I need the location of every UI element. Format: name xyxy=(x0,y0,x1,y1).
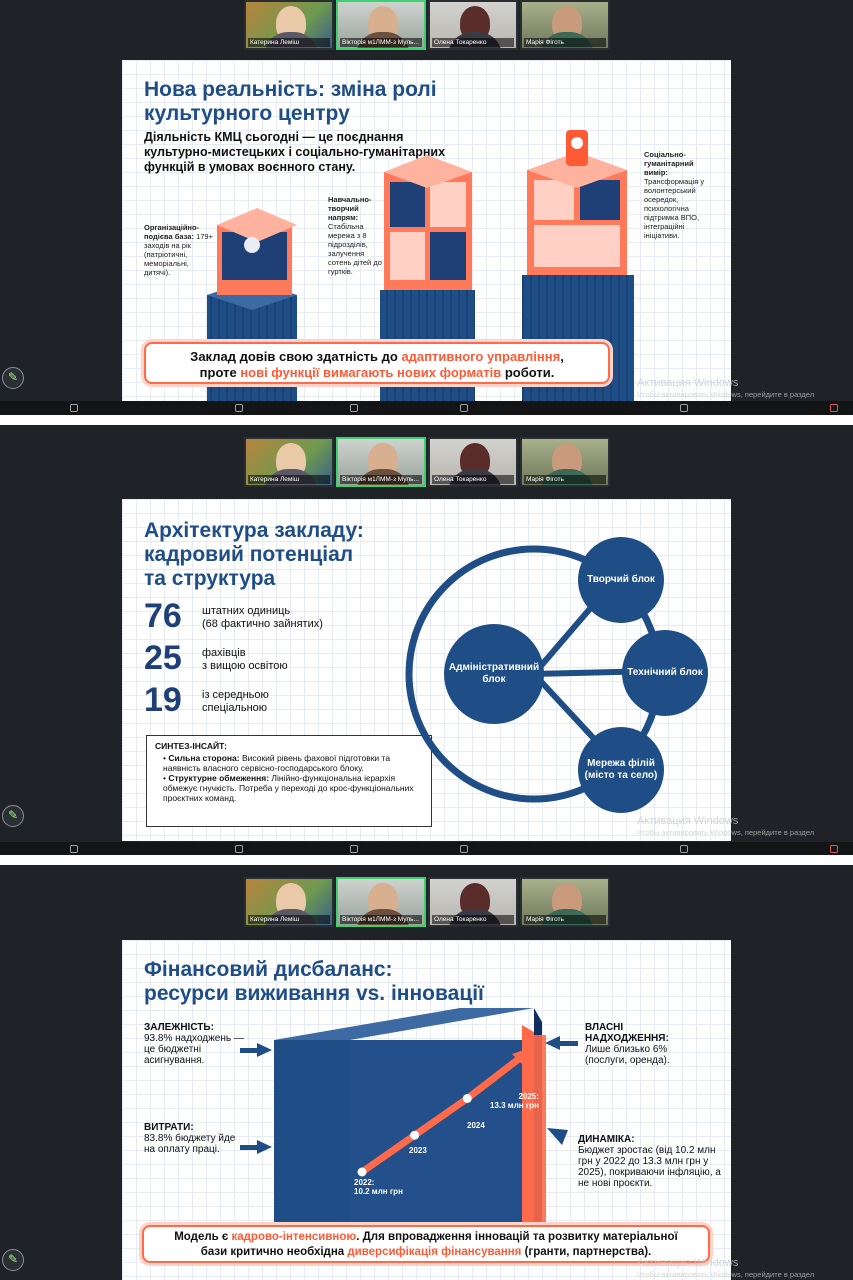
node-creative-block: Творчий блок xyxy=(578,537,664,623)
windows-activation-watermark: Активация Windows Чтобы активировать Windows, перейдите в раздел xyxy=(637,377,815,399)
slide-title: Нова реальність: зміна ролі культурного центру xyxy=(144,78,437,125)
participant-tile[interactable] xyxy=(428,0,518,50)
pen-icon[interactable]: ✎ xyxy=(2,1249,24,1271)
participant-name: Вікторія м1ЛММ-з Муль... xyxy=(340,475,422,484)
slide-title: Архітектура закладу: кадровий потенціал та структура xyxy=(144,519,364,590)
participant-name: Марія Фіготь xyxy=(524,915,606,924)
stat-label: фахівців з вищою освітою xyxy=(202,647,288,672)
video-strip xyxy=(244,0,610,50)
col1-text: Організаційно-подієва база: 179+ заходів на рік (патріотичні, меморіальні, дитячі). xyxy=(144,223,213,277)
toolbar-icon[interactable] xyxy=(680,404,688,412)
slide-callout: Модель є кадрово-інтенсивною. Для впровадження інновацій та розвитку матеріальної бази критично необхідна диверсифікація фінансування (гранти, партнерства). xyxy=(142,1225,710,1263)
point-label-2022: 2022: 10.2 млн грн xyxy=(354,1178,403,1196)
slide-1 xyxy=(122,60,731,402)
toolbar-icon[interactable] xyxy=(235,404,243,412)
participant-name: Олена Токаренко xyxy=(432,475,514,484)
participant-tile[interactable] xyxy=(244,437,334,487)
meeting-frame-2 xyxy=(0,425,853,855)
participant-name: Олена Токаренко xyxy=(432,38,514,47)
meeting-frame-1 xyxy=(0,0,853,415)
participant-tile[interactable] xyxy=(428,877,518,927)
participant-tile-active[interactable] xyxy=(336,0,426,50)
participant-name: Вікторія м1ЛММ-з Муль... xyxy=(340,38,422,47)
toolbar-icon[interactable] xyxy=(70,845,78,853)
node-admin-block: Адміністративний блок xyxy=(444,624,544,724)
participant-name: Марія Фіготь xyxy=(524,475,606,484)
close-icon[interactable] xyxy=(830,845,838,853)
video-strip xyxy=(244,877,610,927)
meeting-toolbar xyxy=(0,401,853,415)
participant-tile[interactable] xyxy=(244,877,334,927)
point-label-2024: 2024 xyxy=(467,1121,485,1130)
participant-tile[interactable] xyxy=(244,0,334,50)
toolbar-icon[interactable] xyxy=(235,845,243,853)
participant-tile[interactable] xyxy=(520,0,610,50)
budget-point-2023 xyxy=(410,1131,419,1140)
slide-title: Фінансовий дисбаланс: ресурси виживання vs. інновації xyxy=(144,958,484,1005)
participant-name: Катерина Леміш xyxy=(248,915,330,924)
node-branches: Мережа філій (місто та село) xyxy=(578,727,664,813)
participant-tile-active[interactable] xyxy=(336,437,426,487)
insight-card: СИНТЕЗ-ІНСАЙТ: • Сильна сторона: Високий рівень фахової підготовки та наявність власного сервісно-господарського блоку. • Структурне обмеження: Лінійно-функціональна ієрархія обмежує гнучкість. Потреба у переході до крос-функціональних проєктних команд. xyxy=(146,735,432,827)
budget-point-2022 xyxy=(358,1168,367,1177)
stat-label: із середньою спеціальною xyxy=(202,689,269,714)
pen-icon[interactable]: ✎ xyxy=(2,805,24,827)
meeting-toolbar xyxy=(0,842,853,855)
stat-number: 19 xyxy=(144,681,182,719)
participant-tile[interactable] xyxy=(520,877,610,927)
participant-tile[interactable] xyxy=(520,437,610,487)
pen-icon[interactable]: ✎ xyxy=(2,367,24,389)
slide-2 xyxy=(122,499,731,841)
toolbar-icon[interactable] xyxy=(350,845,358,853)
point-label-2023: 2023 xyxy=(409,1146,427,1155)
participant-tile[interactable] xyxy=(428,437,518,487)
participant-tile-active[interactable] xyxy=(336,877,426,927)
node-technical-block: Технічний блок xyxy=(622,630,708,716)
col3-text: Соціально-гуманітарний вимір: Трансформація у волонтерський осередок, психологічна підтримка ВПО, інтеграційні ініціативи. xyxy=(644,150,705,240)
toolbar-icon[interactable] xyxy=(460,404,468,412)
own-income-block: ВЛАСНІ НАДХОДЖЕННЯ: Лише близько 6% (послуги, оренда). xyxy=(585,1022,670,1066)
toolbar-icon[interactable] xyxy=(460,845,468,853)
windows-activation-watermark: Активация Windows Чтобы активировать Windows, перейдите в раздел xyxy=(637,815,815,837)
frame-separator xyxy=(0,415,853,425)
slide-3 xyxy=(122,940,731,1280)
budget-point-2024 xyxy=(463,1094,472,1103)
point-label-2025: 2025: 13.3 млн грн xyxy=(490,1092,539,1110)
video-strip xyxy=(244,437,610,487)
toolbar-icon[interactable] xyxy=(350,404,358,412)
toolbar-icon[interactable] xyxy=(680,845,688,853)
dependency-block: ЗАЛЕЖНІСТЬ: 93.8% надходжень — це бюджетні асигнування. xyxy=(144,1022,244,1066)
slide-callout: Заклад довів свою здатність до адаптивного управління, проте нові функції вимагають нових форматів роботи. xyxy=(144,342,610,384)
participant-name: Олена Токаренко xyxy=(432,915,514,924)
frame-separator xyxy=(0,855,853,865)
expenses-block: ВИТРАТИ: 83.8% бюджету йде на оплату праці. xyxy=(144,1122,236,1155)
participant-name: Марія Фіготь xyxy=(524,38,606,47)
stat-number: 76 xyxy=(144,597,182,635)
participant-name: Вікторія м1ЛММ-з Муль... xyxy=(340,915,422,924)
participant-name: Катерина Леміш xyxy=(248,475,330,484)
slide-subtitle: Діяльність КМЦ сьогодні — це поєднання культурно-мистецьких і соціально-гуманітарних функцій в умовах воєнного стану. xyxy=(144,130,446,174)
participant-name: Катерина Леміш xyxy=(248,38,330,47)
stat-number: 25 xyxy=(144,639,182,677)
col2-text: Навчально-творчий напрям: Стабільна мережа з 8 підрозділів, залучення сотень дітей до гуртків. xyxy=(328,195,382,276)
stat-label: штатних одиниць (68 фактично зайнятих) xyxy=(202,605,323,630)
toolbar-icon[interactable] xyxy=(70,404,78,412)
windows-activation-watermark: Активация Windows Чтобы активировать Windows, перейдите в раздел xyxy=(637,1257,815,1279)
close-icon[interactable] xyxy=(830,404,838,412)
meeting-frame-3 xyxy=(0,865,853,1280)
dynamics-block: ДИНАМІКА: Бюджет зростає (від 10.2 млн грн у 2022 до 13.3 млн грн у 2025), покриваючи інфляцію, а не нові проєкти. xyxy=(578,1134,721,1189)
